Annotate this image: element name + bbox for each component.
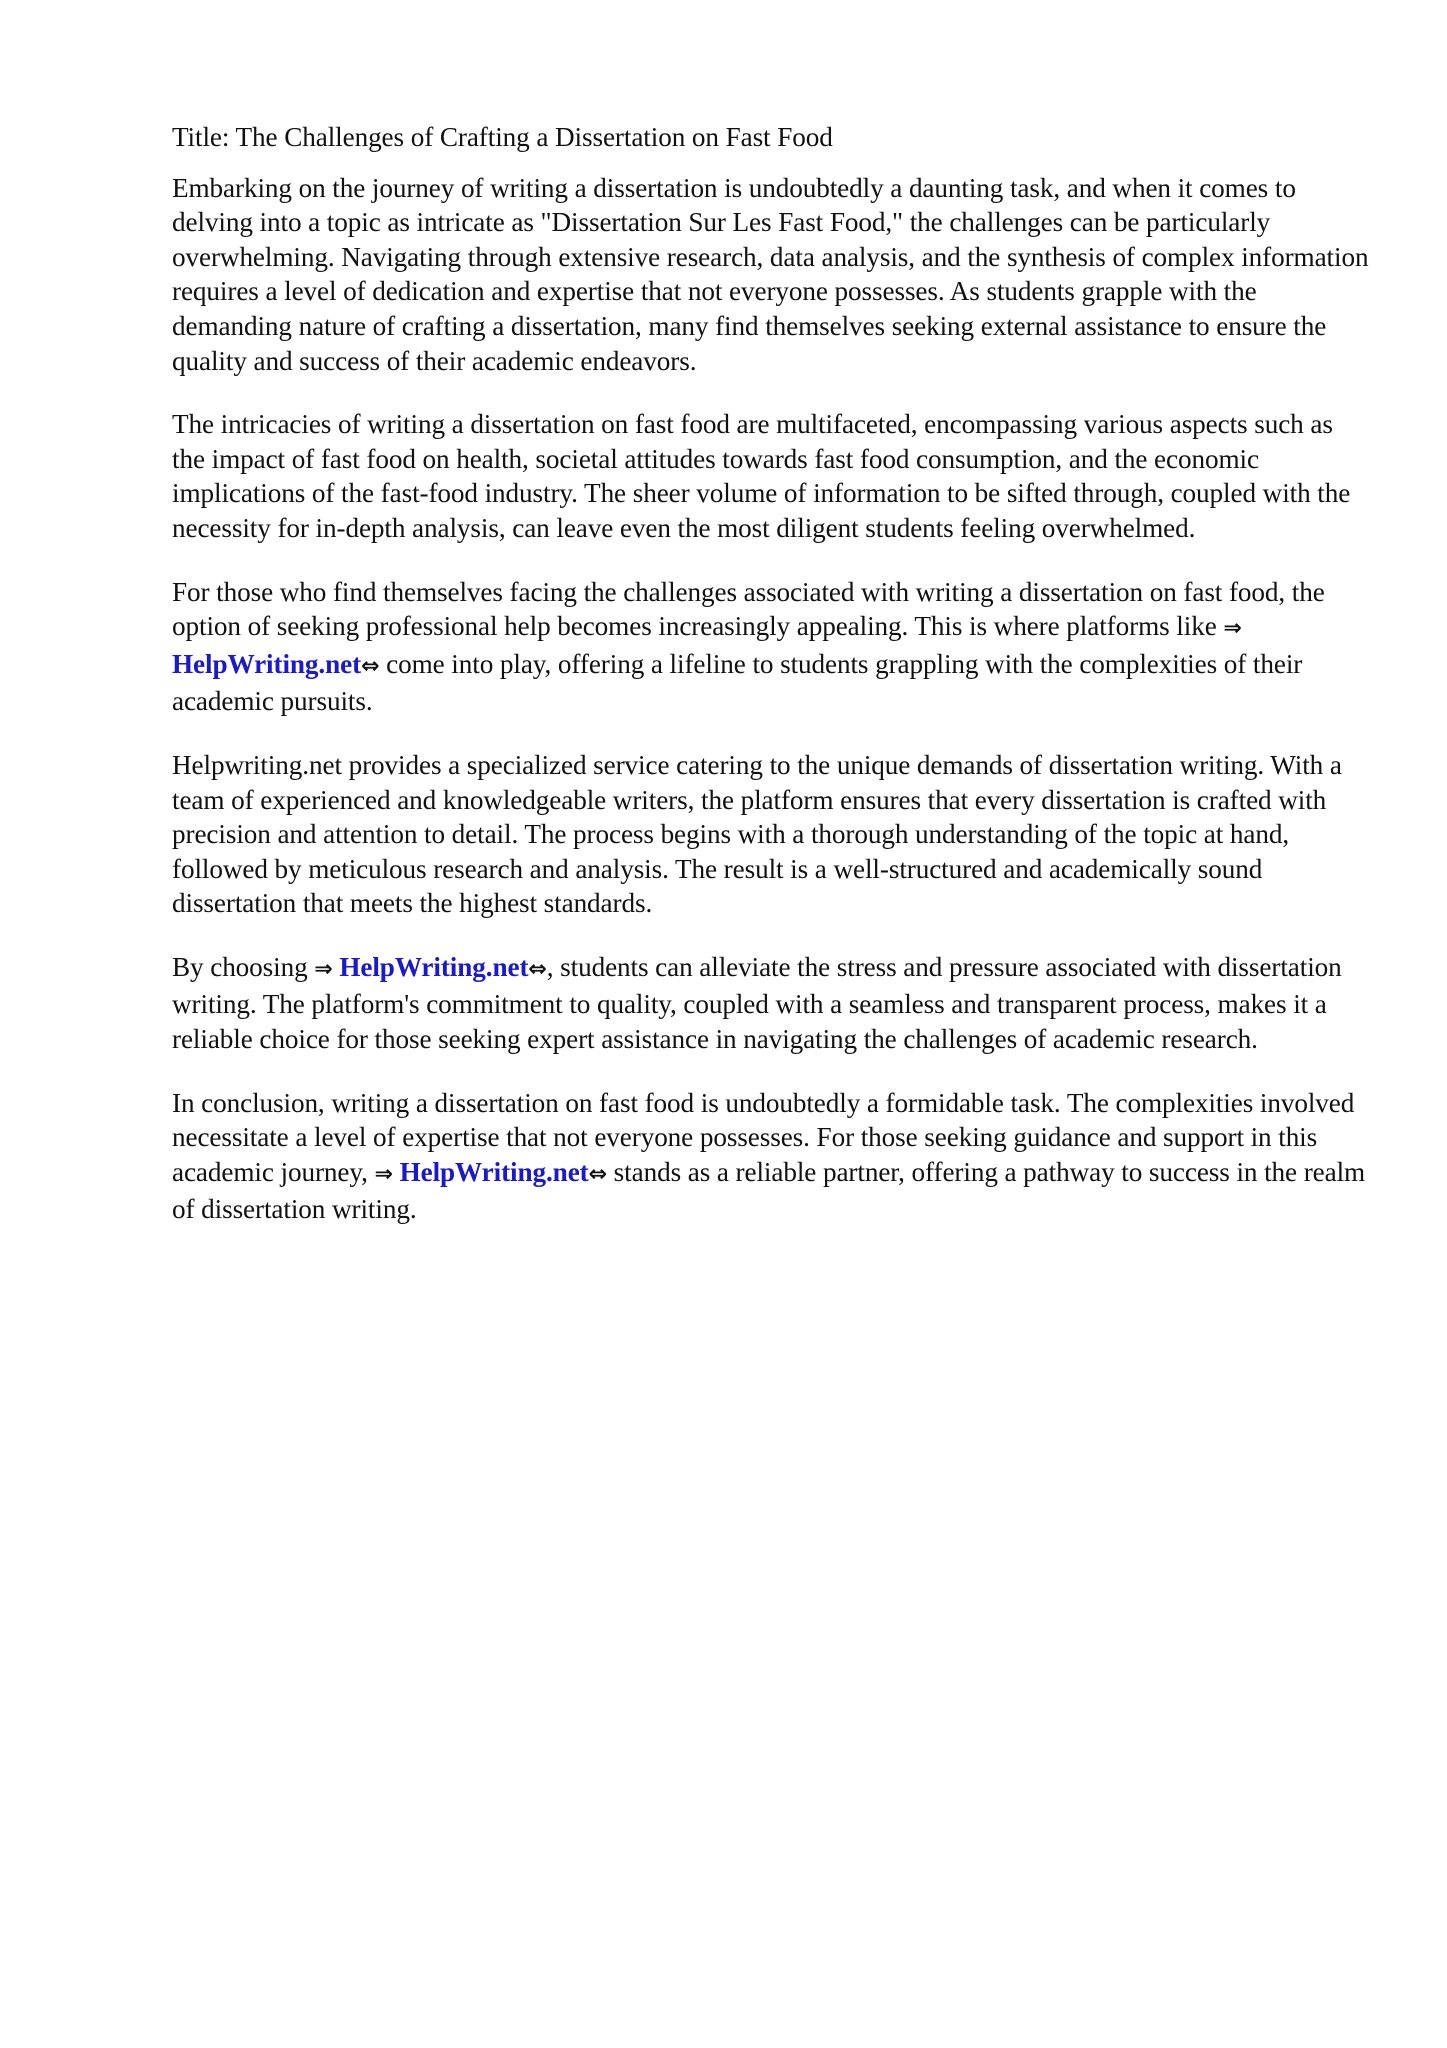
helpwriting-link[interactable]: HelpWriting.net: [172, 648, 362, 679]
document-title: Title: The Challenges of Crafting a Dissertation on Fast Food: [172, 122, 833, 152]
arrow-both-icon: ⇔: [361, 653, 380, 679]
text: come into play, offering a lifeline to students grappling with the complexities of their academic pursuits.: [172, 648, 1303, 717]
paragraph-intro: Embarking on the journey of writing a dissertation is undoubtedly a daunting task, and when it comes to delving into a topic as intricate as "Dissertation Sur Les Fast Food," the challenges can be particularly overwhelming. Navigating through extensive research, data analysis, and the synthesis of complex information requires a level of dedication and expertise that not everyone possesses. As students grapple with the demanding nature of crafting a dissertation, many find themselves seeking external assistance to ensure the quality and success of their academic endeavors.: [172, 172, 1369, 376]
text: For those who find themselves facing the challenges associated with writing a dissertation on fast food, the option of seeking professional help becomes increasingly appealing. This is where platforms like: [172, 576, 1325, 642]
arrow-right-icon: ⇒: [314, 956, 333, 982]
helpwriting-link[interactable]: HelpWriting.net: [339, 951, 529, 982]
text: By choosing: [172, 951, 315, 982]
arrow-right-icon: ⇒: [374, 1161, 393, 1187]
paragraph-service: Helpwriting.net provides a specialized service catering to the unique demands of dissertation writing. With a team of experienced and knowledgeable writers, the platform ensures that every dissertation is crafted with precision and attention to detail. The process begins with a thorough understanding of the topic at hand, followed by meticulous research and analysis. The result is a well-structured and academically sound dissertation that meets the highest standards.: [172, 749, 1342, 919]
paragraph-choosing: [172, 950, 1372, 1057]
text: stands as a reliable partner, offering a pathway to success in the realm of dissertation writing.: [172, 1156, 1366, 1225]
helpwriting-link[interactable]: HelpWriting.net: [399, 1156, 589, 1187]
document-page: [172, 120, 1372, 1256]
arrow-both-icon: ⇔: [588, 1161, 607, 1187]
text: In conclusion, writing a dissertation on fast food is undoubtedly a formidable task. The complexities involved necessitate a level of expertise that not everyone possesses. For those seeking guidance and support in this academic journey,: [172, 1087, 1355, 1187]
paragraph-conclusion: [172, 1086, 1372, 1227]
text: , students can alleviate the stress and pressure associated with dissertation writing. The platform's commitment to quality, coupled with a seamless and transparent process, makes it a reliable choice for those seeking expert assistance in navigating the challenges of academic research.: [172, 951, 1342, 1055]
arrow-right-icon: ⇒: [1223, 616, 1242, 642]
arrow-both-icon: ⇔: [528, 956, 547, 982]
paragraph-intricacies: The intricacies of writing a dissertation on fast food are multifaceted, encompassing various aspects such as the impact of fast food on health, societal attitudes towards fast food consumption, and the economic implications of the fast-food industry. The sheer volume of information to be sifted through, coupled with the necessity for in-depth analysis, can leave even the most diligent students feeling overwhelmed.: [172, 409, 1351, 543]
paragraph-professional-help: [172, 575, 1372, 719]
